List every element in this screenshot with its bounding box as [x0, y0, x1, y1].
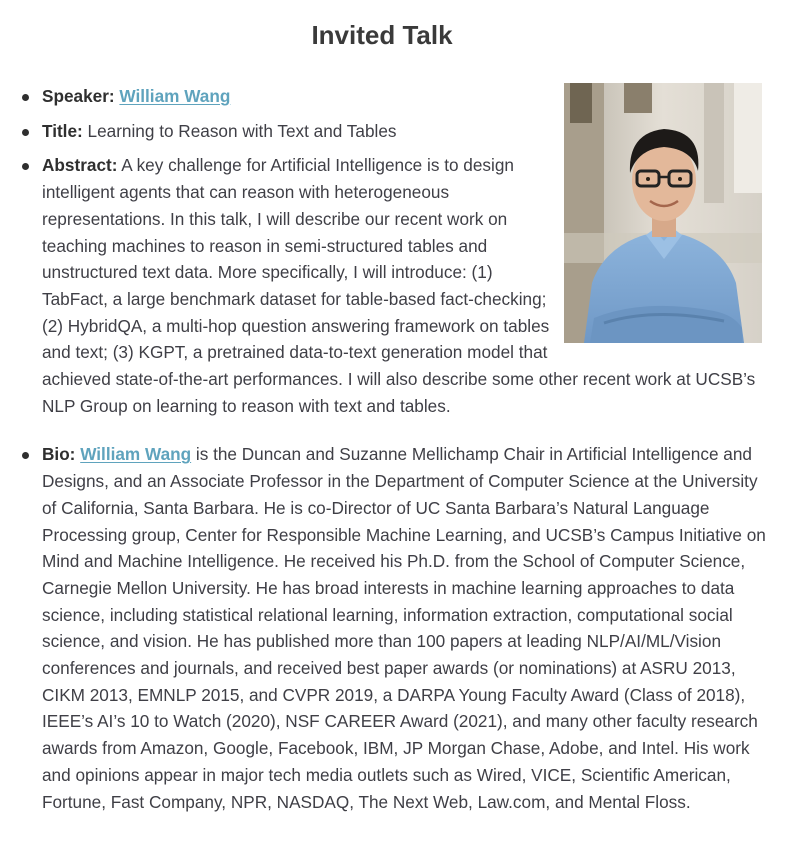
speaker-name-link[interactable]: William Wang — [119, 86, 231, 106]
bio-item — [18, 441, 768, 815]
speaker-item — [18, 83, 768, 110]
bullet-icon — [22, 129, 29, 136]
bullet-icon — [22, 163, 29, 170]
page-title: Invited Talk — [311, 20, 453, 50]
title-label: Title: — [42, 120, 83, 141]
talk-details-list — [18, 83, 768, 823]
talk-title-text: Learning to Reason with Text and Tables — [87, 120, 397, 141]
bio-text: is the Duncan and Suzanne Mellichamp Chair in Artificial Intelligence and Designs, and an Associate Professor in the Department of Computer Science at the University of California, Santa Barbara. He is co-Director of UC Santa Barbara’s Natural Language Processing group, Center for Responsible Machine Learning, and UCSB’s Campus Initiative on Mind and Machine Intelligence. He received his Ph.D. from the School of Computer Science, Carnegie Mellon University. He has broad interests in machine learning approaches to data science, including statistical relational learning, information extraction, computational social science, and vision. He has published more than 100 papers at leading NLP/AI/ML/Vision conferences and journals, and received best paper awards (or nominations) at ASRU 2013, CIKM 2013, EMNLP 2015, and CVPR 2019, a DARPA Young Faculty Award (Class of 2018), IEEE’s AI’s 10 to Watch (2020), NSF CAREER Award (2021), and many other faculty research awards from Amazon, Google, Facebook, IBM, JP Morgan Chase, Adobe, and Intel. His work and opinions appear in major tech media outlets such as Wired, VICE, Scientific American, Fortune, Fast Company, NPR, NASDAQ, The Next Web, Law.com, and Mental Floss. — [42, 444, 766, 812]
bullet-icon — [22, 94, 29, 101]
bullet-icon — [22, 452, 29, 459]
bio-name-link[interactable]: William Wang — [80, 444, 192, 465]
abstract-item — [18, 152, 768, 419]
title-item — [18, 118, 768, 145]
bio-label: Bio: — [42, 444, 76, 465]
speaker-label: Speaker: — [42, 86, 115, 106]
abstract-text: A key challenge for Artificial Intelligence is to design intelligent agents that can reason with heterogeneous representations. In this talk, I will describe our recent work on teaching machines to reason in semi-structured tables and unstructured text data. More specifically, I will introduce: (1) TabFact, a large benchmark dataset for table-based fact-checking; (2) HybridQA, a multi-hop question answering framework on tables and text; (3) KGPT, a pretrained data-to-text generation model that achieved state-of-the-art performances. I will also describe some other recent work at UCSB’s NLP Group on learning to reason with text and tables. — [42, 155, 756, 416]
abstract-label: Abstract: — [42, 155, 118, 176]
